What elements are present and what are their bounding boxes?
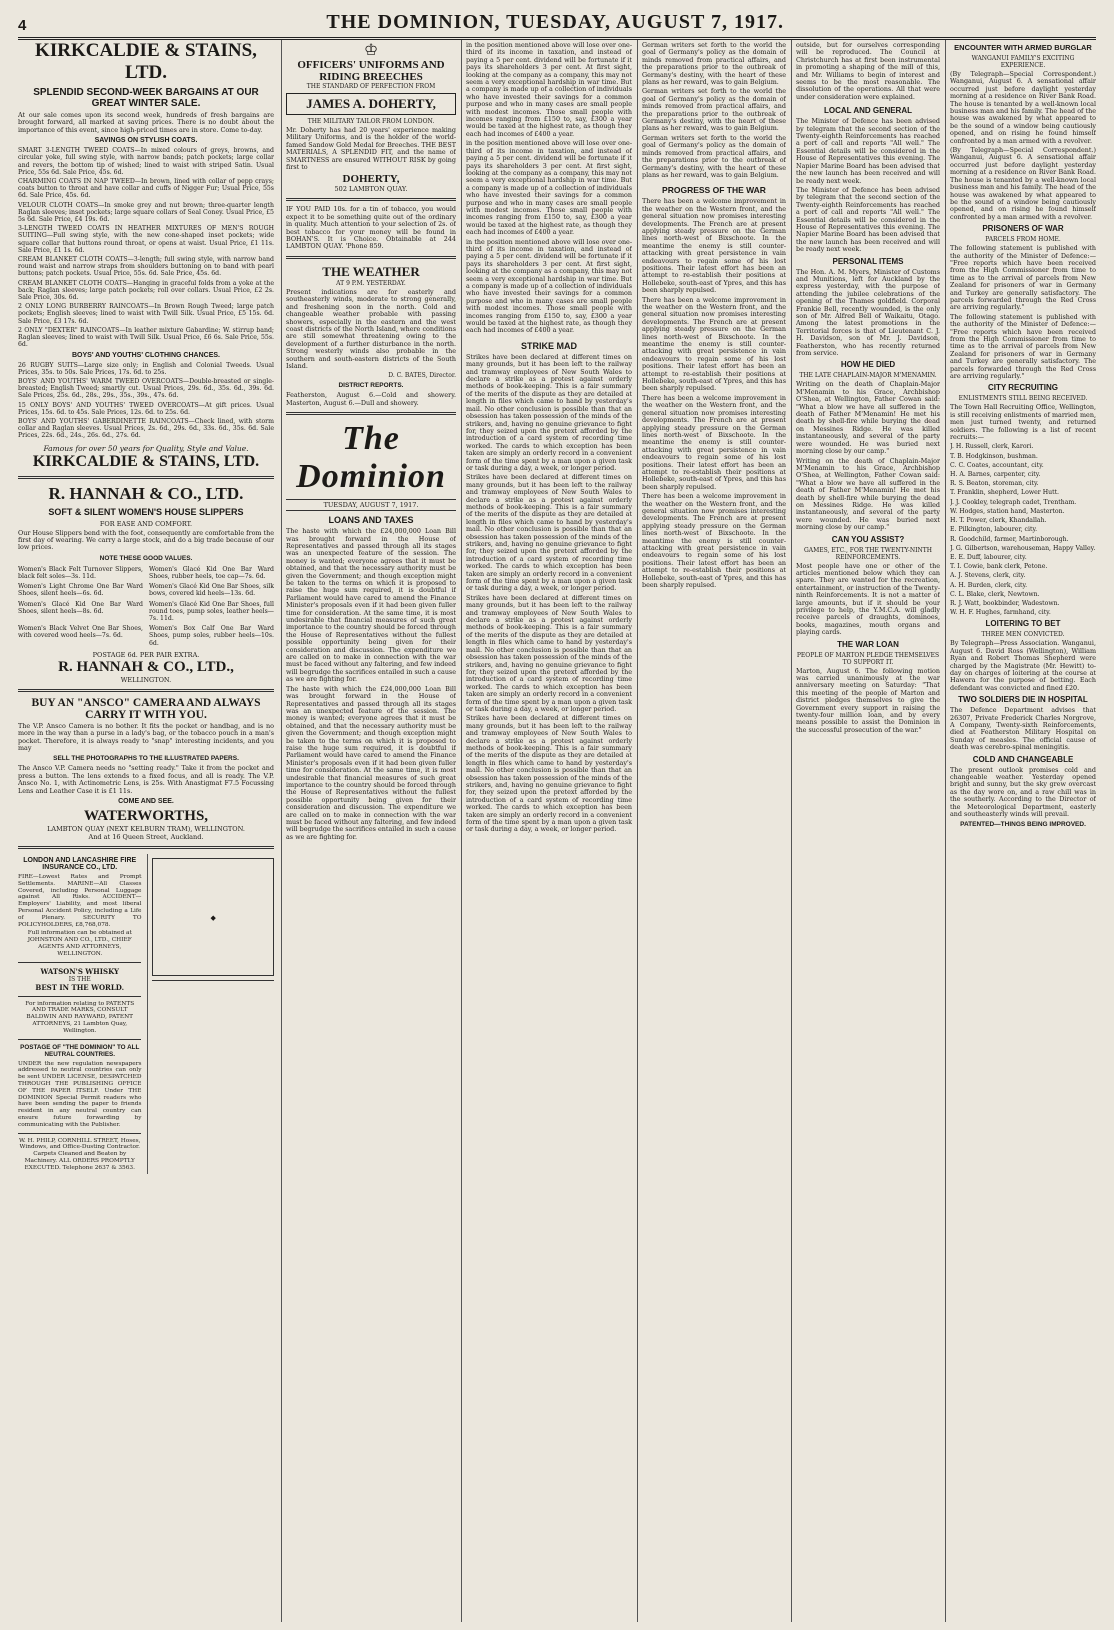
masthead-title: THE DOMINION, TUESDAY, AUGUST 7, 1917. xyxy=(326,11,784,33)
hannah-items xyxy=(18,565,274,649)
weather-signature: D. C. BATES, Director. xyxy=(388,372,456,380)
list-item: 3-LENGTH TWEED COATS IN HEATHER MIXTURES OF MEN'S ROUGH SUITING—Full swing style, with the new cone-shaped inset pockets; wide square collar that buttons round throat, or opens at waist. Usual Price, £1 11s. Sale Price, £1 1s. 6d. xyxy=(18,225,274,254)
patent-title: PATENTED—THINGS BEING IMPROVED. xyxy=(960,821,1086,829)
whisky-line-3: BEST IN THE WORLD. xyxy=(35,982,125,992)
encounter-title: ENCOUNTER WITH ARMED BURGLAR xyxy=(954,43,1092,52)
list-item: Women's Glacé Kid One Bar Shoes, full round toes, pump soles, leather heels—7s. 11d. xyxy=(149,600,274,622)
hannah-title-2: R. HANNAH & CO., LTD., xyxy=(58,658,234,675)
list-item: J. H. Russell, clerk, Karori. xyxy=(950,443,1034,451)
divider xyxy=(18,476,274,479)
doherty-address-1: DOHERTY, xyxy=(342,173,400,186)
nz-insurance-ad xyxy=(152,985,274,1105)
milligan-ad-box xyxy=(152,858,274,976)
doherty-subtitle: THE MILITARY TAILOR FROM LONDON. xyxy=(307,118,435,125)
assist-subtitle: GAMES, ETC., FOR THE TWENTY-NINTH REINFORCEMENTS. xyxy=(803,546,933,561)
list-item: H. T. Power, clerk, Khandallah. xyxy=(950,517,1047,525)
list-item: E. E. Duff, labourer, city. xyxy=(950,553,1027,561)
divider xyxy=(286,412,456,415)
progress-body: There has been a welcome improvement in the weather on the Western front, and the general situation now promises interesting developments. The French are at present applying steady pressure on the German lines north-west of Bixschoote. In the meantime the enemy is still counter-attacking with great persistence in vain endeavours to regain some of his lost positions. Their latest effort has been an attempt to re-establish their positions at Hollebeke, south-east of Ypres, and this has been sharply repulsed. xyxy=(642,197,786,295)
list-item: CREAM BLANKET CLOTH COATS—3-length; full swing style, with narrow band round waist and narrow straps from shoulders buttoning on to band with pearl buttons; patch pockets. Usual Price, 55s. 6d. Sale Price, 45s. 6d. xyxy=(18,256,274,278)
died-body-continued: Writing on the death of Chaplain-Major M'Menamin to his Grace, Archbishop O'Shea, at Wellington, Father Cowan said: "What a blow we have all suffered in the death of Father M'Menamin! He met his death by shell-fire while burying the dead on Messines Ridge. He was killed instantaneously, and several of the party were wounded. He was buried next morning close by our camp." xyxy=(796,456,940,532)
recruit-title: CITY RECRUITING xyxy=(987,383,1059,393)
doherty-address-2: 502 LAMBTON QUAY. xyxy=(334,185,408,194)
column-advertisements-1 xyxy=(18,40,274,1622)
recruit-names xyxy=(950,443,1096,616)
died-body: Writing on the death of Chaplain-Major M'Menamin to his Grace, Archbishop O'Shea, at Wellington, Father Cowan said: "What a blow we have all suffered in the death of Father M'Menamin! He met his death by shell-fire while burying the dead on Messines Ridge. He was killed instantaneously, and several of the party were wounded. He was buried next morning close by our camp." xyxy=(796,380,940,456)
list-item: CREAM BLANKET CLOTH COATS—Hanging in graceful folds from a yoke at the back; Raglan sleeves; large patch pockets; roll over collars. Usual Price, £2 2s. Sale Price, 30s. 6d. xyxy=(18,279,274,302)
hospital-body: The Defence Department advises that 26307, Private Frederick Charles Norgrove, A Company, Twenty-sixth Reinforcements, died at Featherston Military Hospital on Sunday of measles. The official cause of death was cerebro-spinal meningitis. xyxy=(950,706,1096,752)
kirkcaldie-subtitle: SPLENDID SECOND-WEEK BARGAINS AT OUR GREAT WINTER SALE. xyxy=(33,87,259,109)
list-item: 15 ONLY BOYS' AND YOUTHS' TWEED OVERCOATS—At gift prices. Usual Prices, 15s. 6d. to 45s. Sale Prices, 12s. 6d. to 25s. 6d. xyxy=(18,401,274,416)
postage-title: POSTAGE OF "THE DOMINION" TO ALL NEUTRAL COUNTRIES. xyxy=(20,1043,140,1058)
lower-ads-left xyxy=(18,854,141,1174)
ansco-body: The V.P. Ansco Camera is no bother. It fits the pocket or handbag, and is no more in the way than a purse in a lady's bag, or the tobacco pouch in a man's pocket. Therefore, it is always ready to "snap" interesting incidents, and you may xyxy=(18,721,274,752)
column-rule xyxy=(461,40,462,1622)
pow-body-continued: The following statement is published with the authority of the Minister of Defence:— "Free reports which have been received from the High Commissioner from time to time as to the arrival of parcels from New Zealand for prisoners of war in Germany and Turkey are generally satisfactory. The parcels forwarded through the Red Cross are arriving regularly." xyxy=(950,312,1096,381)
list-item: R. S. Beaton, storeman, city. xyxy=(950,480,1039,488)
list-item: SMART 3-LENGTH TWEED COATS—In mixed colours of greys, browns, and circular yoke, full swing style, with narrow bands; patch pockets; large collar and revers, the bottom tip of wished; lined to waist with striped Satin. Usual Price, 55s 6d. Sale Price, 45s. 6d. xyxy=(18,147,274,176)
kirkcaldie-section: SAVINGS ON STYLISH COATS. xyxy=(94,137,198,145)
kirkcaldie-boys-items xyxy=(18,362,274,440)
officers-subtitle: THE STANDARD OF PERFECTION FROM xyxy=(306,83,436,90)
assist-body: Most people have one or other of the articles mentioned below which they can spare. They are wanted for the recreation, entertainment, or instruction of the Twenty-ninth Reinforcements. It is not a matter of large amounts, but if it should be your privilege to help, the Y.M.C.A. will gladly receive parcels of draughts, dominoes, books, magazines, mouth organs and playing cards. xyxy=(796,561,940,637)
list-item: A. J. Stevens, clerk, city. xyxy=(950,572,1026,580)
encounter-body: (By Telegraph—Special Correspondent.) Wanganui, August 6. A sensational affair occurred just before daylight yesterday morning at a residence on River Bank Road. The house is tenanted by a well-known local business man and his family. The head of the house was awakened by what appeared to be the sound of a window being cautiously opened, and on rising he found himself confronted by a man armed with a revolver. xyxy=(950,70,1096,145)
divider xyxy=(152,980,274,981)
list-item: W. Hodges, station hand, Masterton. xyxy=(950,507,1065,515)
lower-ads-right xyxy=(147,854,274,1174)
progress-body-continued-3: There has been a welcome improvement in the weather on the Western front, and the general situation now promises interesting developments. The French are at present applying steady pressure on the German lines north-west of Bixschoote. In the meantime the enemy is still counter-attacking with great persistence in vain endeavours to regain some of his lost positions. Their latest effort has been an attempt to re-establish their positions at Hollebeke, south-east of Ypres, and this has been sharply repulsed. xyxy=(642,492,786,590)
news-body-continued: German writers set forth to the world the goal of Germany's policy as the domain of minds removed from practical affairs, and the preparations prior to the outbreak of Germany's destiny, with the heart of these plans as her reward, was to gain Belgium. xyxy=(642,87,786,133)
crest-icon: ♔ xyxy=(363,40,379,59)
officers-title: OFFICERS' UNIFORMS AND RIDING BREECHES xyxy=(297,59,445,83)
weather-body: Present indications are for easterly and southeasterly winds, moderate to strong generally, and freshening soon in the north. Cold and changeable weather probable with passing showers, especially in the eastern and the west coast districts of the North Island, where conditions are still somewhat threatening owing to the development of a further disturbance in the north. Strong westerly winds also probable in the southern and south-eastern districts of the South Island. xyxy=(286,287,456,370)
weather-title: THE WEATHER xyxy=(322,263,420,279)
london-lancashire-title: LONDON AND LANCASHIRE FIRE INSURANCE CO., LTD. xyxy=(23,857,137,872)
encounter-body-continued: (By Telegraph—Special Correspondent.) Wanganui, August 6. A sensational affair occurred just before daylight yesterday morning at a residence on River Bank Road. The house is tenanted by a well-known local business man and his family. The head of the house was awakened by what appeared to be the sound of a window being cautiously opened, and on rising he found himself confronted by a man armed with a revolver. xyxy=(950,146,1096,221)
encounter-subtitle: WANGANUI FAMILY'S EXCITING EXPERIENCE. xyxy=(971,55,1075,69)
list-item: VELOUR CLOTH COATS—In smoke grey and nut brown; three-quarter length Raglan sleeves; inset pockets; large square collars of Seal Coney. Usual Price, £5 5s 6d. Sale Price, £4 19s. 6d. xyxy=(18,201,274,224)
strike-body-continued: Strikes have been declared at different times on many grounds, but it has been left to the railway and tramway employees of New South Wales to declare a strike as a protest against orderly methods of book-keeping. This is a fair summary of the merits of the dispute as they are detailed at length in files which came to hand by yesterday's mail. No other conclusion is possible than that an obsession has taken possession of the minds of the strikers, and, having no genuine grievance to fight for, they seized upon the pretext afforded by the introduction of a card system of recording time worked. The cards to which exception has been taken are simply an orderly record in a convenient form of the time spent by a man upon a given task or task during a day, a week, or longer period. xyxy=(466,473,632,593)
progress-title: PROGRESS OF THE WAR xyxy=(662,185,766,196)
column-editorial xyxy=(466,40,632,1622)
local-title: LOCAL AND GENERAL xyxy=(824,106,912,116)
list-item: BOYS' AND YOUTHS' GABERDINETTE RAINCOATS—Check lined, with storm collar and Raglan sleeves. Usual Prices, 2s. 6d., 29s. 6d., 33s. 6d., 35s. 6d. Sale Prices, 22s. 6d., 24s., 26s. 6d., 27s. 6d. xyxy=(18,417,274,440)
list-item: R. Goodchild, farmer, Martinborough. xyxy=(950,535,1069,543)
progress-body-continued: There has been a welcome improvement in the weather on the Western front, and the general situation now promises interesting developments. The French are at present applying steady pressure on the German lines north-west of Bixschoote. In the meantime the enemy is still counter-attacking with great persistence in vain endeavours to regain some of his lost positions. Their latest effort has been an attempt to re-establish their positions at Hollebeke, south-east of Ypres, and this has been sharply repulsed. xyxy=(642,295,786,393)
pow-title: PRISONERS OF WAR xyxy=(982,224,1064,234)
list-item: Women's Glacé Kid One Bar Ward Shoes, silent heels—8s. 6d. xyxy=(18,600,143,615)
strike-title: STRIKE MAD xyxy=(521,340,577,351)
list-item: J. G. Gilbertson, warehouseman, Happy Valley. xyxy=(950,544,1096,552)
strike-body-continued-2: Strikes have been declared at different times on many grounds, but it has been left to the railway and tramway employees of New South Wales to declare a strike as a protest against orderly methods of book-keeping. This is a fair summary of the merits of the dispute as they are detailed at length in files which came to hand by yesterday's mail. No other conclusion is possible than that an obsession has taken possession of the minds of the strikers, and, having no genuine grievance to fight for, they seized upon the pretext afforded by the introduction of a card system of recording time worked. The cards to which exception has been taken are simply an orderly record in a convenient form of the time spent by a man upon a given task or task during a day, a week, or longer period. xyxy=(466,593,632,713)
hannah-subtitle: SOFT & SILENT WOMEN'S HOUSE SLIPPERS xyxy=(48,506,244,517)
list-item: J. J. Cookley, telegraph cadet, Trentham. xyxy=(950,498,1077,506)
local-body-continued: The Minister of Defence has been advised by telegram that the second section of the Twenty-eighth Reinforcements has reached a port of call and reports "All well." The Essential details will be considered in the House of Representatives this evening. The Napier Marine Board has been advised that the new launch has been received and will be ready next week. xyxy=(796,185,940,254)
list-item: A. H. Burden, clerk, city. xyxy=(950,581,1028,589)
ansco-come: COME AND SEE. xyxy=(118,798,174,806)
warloan-title: THE WAR LOAN xyxy=(837,639,899,649)
kirkcaldie-items xyxy=(18,147,274,348)
dominion-nameplate: The Dominion xyxy=(296,420,446,496)
waterworths-address-2: And at 16 Queen Street, Auckland. xyxy=(88,833,204,842)
warloan-subtitle: PEOPLE OF MARTON PLEDGE THEMSELVES TO SUPPORT IT. xyxy=(796,651,940,666)
loans-title: LOANS AND TAXES xyxy=(328,515,414,526)
kirkcaldie-title: KIRKCALDIE & STAINS, LTD. xyxy=(35,40,257,83)
kirkcaldie-footer: Famous for over 50 years for Quality, Style and Value. xyxy=(43,443,249,453)
divider xyxy=(286,256,456,259)
divider xyxy=(18,689,274,692)
assist-title: CAN YOU ASSIST? xyxy=(831,534,905,544)
list-item: Women's Glacé Kid One Bar Ward Shoes, rubber heels, toe cap—7s. 6d. xyxy=(149,565,274,580)
divider xyxy=(18,846,274,849)
loiter-body: By Telegraph—Press Association. Wanganui, August 6. David Ross (Wellington), William Ryan and Robert Thomas Shepherd were charged by the Magistrate (Mr. Hewitt) to-day on charges of loitering at the course at Hawera for the purpose of betting. Each defendant was convicted and fined £20. xyxy=(950,639,1096,692)
waterworths-address: LAMBTON QUAY (NEXT KELBURN TRAM), WELLINGTON. xyxy=(47,825,245,834)
cold-title: COLD AND CHANGEABLE xyxy=(972,754,1074,764)
lower-ads xyxy=(18,854,274,1174)
divider xyxy=(286,198,456,201)
divider xyxy=(18,996,141,997)
london-lancashire-body: FIRE—Lowest Rates and Prompt Settlements. MARINE—All Classes Covered, including Personal Luggage against All Risks. ACCIDENT—Employers' Liability, and most liberal Personal Accident Policy, including a Life of Plenary. SECURITY TO POLICYHOLDERS, £8,768,078. xyxy=(18,874,142,928)
list-item: C. L. Blake, clerk, Newtown. xyxy=(950,590,1040,598)
loiter-subtitle: THREE MEN CONVICTED. xyxy=(981,631,1065,639)
list-item: BOYS' AND YOUTHS' WARM TWEED OVERCOATS—Double-breasted or single-breasted; English Tweed; smartly cut. Usual Prices, 29s. 6d., 35s. 6d., 39s. 6d. Sale Prices, 25s. 6d., 28s., 29s., 35s., 39s., 47s. 6d. xyxy=(18,377,274,400)
hannah-postage: POSTAGE 6d. PER PAIR EXTRA. xyxy=(92,650,200,659)
list-item: 26 RUGBY SUITS—Large size only; in English and Colonial Tweeds. Usual Prices, 35s. to 50s. Sale Prices, 17s. 6d. to 25s. xyxy=(18,361,274,376)
news-body-continued-2: German writers set forth to the world the goal of Germany's policy as the domain of minds removed from practical affairs, and the preparations prior to the outbreak of Germany's destiny, with the heart of these plans as her reward, was to gain Belgium. xyxy=(642,133,786,179)
editorial-body-continued-2: in the position mentioned above will lose over one-third of its income in taxation, and instead of paying a 5 per cent. dividend will be fortunate if it pays its shareholders 3 per cent. At first sight, looking at the company as a company, this may not seem a very exceptional hardship in war time. But a company is made up of a collection of individuals who have invested their savings for a common purpose and who in many cases are small people with modest incomes. Those small people with incomes ranging from £150 to, say, £300 a year would be taxed at the highest rate, as though they each had incomes of £400 a year. xyxy=(466,237,632,335)
strike-body: Strikes have been declared at different times on many grounds, but it has been left to the railway and tramway employees of New South Wales to declare a strike as a protest against orderly methods of book-keeping. This is a fair summary of the merits of the dispute as they are detailed at length in files which came to hand by yesterday's mail. No other conclusion is possible than that an obsession has taken possession of the minds of the strikers, and, having no genuine grievance to fight for, they seized upon the pretext afforded by the introduction of a card system of recording time worked. The cards to which exception has been taken are simply an orderly record in a convenient form of the time spent by a man upon a given task or task during a day, a week, or longer period. xyxy=(466,352,632,472)
column-news-3 xyxy=(950,40,1096,1622)
dateline: TUESDAY, AUGUST 7, 1917. xyxy=(286,499,456,511)
list-item: C. C. Coates, accountant, city. xyxy=(950,461,1044,469)
doherty-name: JAMES A. DOHERTY, xyxy=(286,93,456,115)
ansco-body-2: The Ansco V.P. Camera needs no "setting ready." Take it from the pocket and press a button. The lens extends to a fixed focus, and all is ready. The V.P. Ansco No. 1, with Actinometric Lens, is 25s. With Anastigmat F7.5 Focussing Lens and Leather Case it is £1 11s. xyxy=(18,764,274,795)
personal-title: PERSONAL ITEMS xyxy=(832,256,904,266)
column-advertisements-2 xyxy=(286,40,456,1622)
list-item: T. Franklin, shepherd, Lower Hutt. xyxy=(950,489,1060,497)
philp-ad: W. H. PHILP, CORNHILL STREET, Hoses, Windows, and Office-Dusting Contractor. Carpets Cleaned and Beaten by Machinery. ALL ORDERS PROMPTLY EXECUTED. Telephone 2637 & 3563. xyxy=(18,1137,141,1171)
pow-body: The following statement is published with the authority of the Minister of Defence:— "Free reports which have been received from the High Commissioner from time to time as to the arrival of parcels from New Zealand for prisoners of war in Germany and Turkey are generally satisfactory. The parcels forwarded through the Red Cross are arriving regularly." xyxy=(950,244,1096,312)
died-subtitle: THE LATE CHAPLAIN-MAJOR M'MENAMIN. xyxy=(799,372,937,380)
list-item: Women's Black Velvet One Bar Shoes, with covered wood heels—7s. 6d. xyxy=(18,625,143,640)
hannah-subtitle-2: FOR EASE AND COMFORT. xyxy=(99,519,193,528)
recruit-body: The Town Hall Recruiting Office, Wellington, is still receiving enlistments of married men, men just turned twenty, and returned soldiers. The following is a list of recent recruits:— xyxy=(950,403,1096,442)
loans-body: The haste with which the £24,000,000 Loan Bill was brought forward in the House of Representatives and passed through all its stages was an unexpected feature of the session. The money is wanted; everyone agrees that it must be obtained, and that the necessary authority must be given the Government; and though exception might be taken to the terms on which it is proposed to raise the huge sum required, it is doubtful if Parliament would have cared to amend the Finance Minister's proposals even if it had been given fuller time for consideration. At the same time, it is most undesirable that financial measures of such great importance to the country should be forced through the House of Representatives without the fullest possible opportunity being given for their consideration and discussion. The expenditure we are called on to make in connection with the war must be faced without any faltering, and few indeed will begrudge the sacrifices entailed in such a cause as we are fighting for. xyxy=(286,527,456,684)
loiter-title: LOITERING TO BET xyxy=(985,619,1061,629)
died-title: HOW HE DIED xyxy=(840,360,896,370)
divider xyxy=(18,962,141,963)
list-item: Women's Black Felt Turnover Slippers, black felt soles—3s. 11d. xyxy=(18,565,143,580)
whisky-line-2: IS THE xyxy=(68,975,91,983)
bohan-ad: IF YOU PAID 10s. for a tin of tobacco, you would expect it to be something quite out of the ordinary in quality. Much attention to your selection of 2s. of best tobacco for your money will be found in BOHAN'S. It is Choice. Obtainable at 244 LAMBTON QUAY. 'Phone 859. xyxy=(286,205,456,251)
pow-subtitle: PARCELS FROM HOME. xyxy=(985,236,1061,244)
list-item: W. H. F. Hughes, farmhand, city. xyxy=(950,609,1051,617)
local-body: The Minister of Defence has been advised by telegram that the second section of the Twenty-eighth Reinforcements has reached a port of call and reports "All well." The Essential details will be considered in the House of Representatives this evening. The Napier Marine Board has been advised that the new launch has been received and will be ready next week. xyxy=(796,117,940,185)
hannah-title: R. HANNAH & CO., LTD. xyxy=(48,483,244,503)
column-rule xyxy=(637,40,638,1622)
whisky-line-1: WATSON'S WHISKY xyxy=(40,966,120,976)
list-item: E. Pilkington, labourer, city. xyxy=(950,526,1038,534)
page-number: 4 xyxy=(18,17,27,34)
hannah-city: WELLINGTON. xyxy=(120,675,172,684)
editorial-body: in the position mentioned above will lose over one-third of its income in taxation, and instead of paying a 5 per cent. dividend will be fortunate if it pays its shareholders 3 per cent. At first sight, looking at the company as a company, this may not seem a very exceptional hardship in war time. But a company is made up of a collection of individuals who have invested their savings for a common purpose and who in many cases are small people with modest incomes. Those small people with incomes ranging from £150 to, say, £300 a year would be taxed at the highest rate, as though they each had incomes of £400 a year. xyxy=(466,41,632,138)
cold-body: The present outlook promises cold and changeable weather. Yesterday opened bright and sunny, but the sky grew overcast as the day wore on, and a raw chill was in the southerly. According to the Director of the Meteorological Department, easterly and southeasterly winds will prevail. xyxy=(950,765,1096,819)
weather-time: AT 9 P.M. YESTERDAY. xyxy=(336,279,406,287)
list-item: Women's Glacé Kid One Bar Shoes, silk bows, covered kid heels—13s. 6d. xyxy=(149,583,274,598)
column-news-2 xyxy=(796,40,940,1622)
divider xyxy=(18,1039,141,1040)
list-item: CHARMING COATS IN NAP TWEED—In brown, lined with collar of pepp crays; coats button to throat and have collar and cuffs of Nigger Fur; Usual Price, 55s 6d. Sale Price, 45s. 6d. xyxy=(18,178,274,200)
london-lancashire-agents: Full information can be obtained at JOHNSTON AND CO., LTD., CHIEF AGENTS AND ATTORNEYS, WELLINGTON. xyxy=(27,930,132,957)
strike-body-continued-3: Strikes have been declared at different times on many grounds, but it has been left to the railway and tramway employees of New South Wales to declare a strike as a protest against orderly methods of book-keeping. This is a fair summary of the merits of the dispute as they are detailed at length in files which came to hand by yesterday's mail. No other conclusion is possible than that an obsession has taken possession of the minds of the strikers, and, having no genuine grievance to fight for, they seized upon the pretext afforded by the introduction of a card system of recording time worked. The cards to which exception has been taken are simply an orderly record in a convenient form of the time spent by a man upon a given task or task during a day, a week, or longer period. xyxy=(466,714,632,834)
warloan-body: Marton, August 6. The following motion was carried unanimously at the war anniversary meeting on Saturday: "That this meeting of the people of Marton and district pledges themselves to give the Government every support in raising the twenty-four million loan, and by every means possible to assist the Dominion in the successful prosecution of the war." xyxy=(796,666,940,734)
list-item: T. B. Hodgkinson, bushman. xyxy=(950,452,1038,460)
recruit-subtitle: ENLISTMENTS STILL BEING RECEIVED. xyxy=(958,395,1088,403)
loans-body-continued: The haste with which the £24,000,000 Loan Bill was brought forward in the House of Representatives and passed through all its stages was an unexpected feature of the session. The money is wanted; everyone agrees that it must be obtained, and that the necessary authority must be given the Government; and though exception might be taken to the terms on which it is proposed to raise the huge sum required, it is doubtful if Parliament would have cared to amend the Finance Minister's proposals even if it had been given fuller time for consideration. At the same time, it is most undesirable that financial measures of such great importance to the country should be forced through the House of Representatives without the fullest possible opportunity being given for their consideration and discussion. The expenditure we are called on to make in connection with the war must be faced without any faltering, and few indeed will begrudge the sacrifices entailed in such a cause as we are fighting for. xyxy=(286,684,456,841)
editorial-body-continued: in the position mentioned above will lose over one-third of its income in taxation, and instead of paying a 5 per cent. dividend will be fortunate if it pays its shareholders 3 per cent. At first sight, looking at the company as a company, this may not seem a very exceptional hardship in war time. But a company is made up of a collection of individuals who have invested their savings for a common purpose and who in many cases are small people with modest incomes. Those small people with incomes ranging from £150 to, say, £300 a year would be taxed at the highest rate, as though they each had incomes of £400 a year. xyxy=(466,139,632,237)
column-rule xyxy=(791,40,792,1622)
kirkcaldie-intro: At our sale comes upon its second week, hundreds of fresh bargains are brought forward, all marked at saving prices. There is no doubt about the importance of this event, since high-priced times are in store. Come to-day. xyxy=(18,111,274,134)
milligan-ad-emblem: ◆ xyxy=(210,912,216,922)
doherty-body: Mr. Doherty has had 20 years' experience making Military Uniforms, and is the holder of the world-famed Sandow Gold Medal for Breeches. THE BEST MATERIALS, A SPLENDID FIT, and the name of SMARTNESS are ensured WITHOUT RISK by going first to xyxy=(286,126,456,172)
ansco-sell: SELL THE PHOTOGRAPHS TO THE ILLUSTRATED PAPERS. xyxy=(53,755,239,763)
kirkcaldie-boys-section: BOYS' AND YOUTHS' CLOTHING CHANCES. xyxy=(71,351,220,359)
hannah-intro: Our House Slippers bend with the foot, consequently are comfortable from the first day of wearing. We carry a large stock, and do a big trade because of our low prices. xyxy=(18,528,274,552)
list-item: Women's Box Calf One Bar Ward Shoes, pump soles, rubber heels—10s. 6d. xyxy=(149,625,274,647)
ansco-title: BUY AN "ANSCO" CAMERA AND ALWAYS CARRY IT WITH YOU. xyxy=(31,696,261,721)
divider xyxy=(18,1133,141,1134)
hannah-note: NOTE THESE GOOD VALUES. xyxy=(99,554,193,562)
hospital-title: TWO SOLDIERS DIE IN HOSPITAL xyxy=(958,695,1088,705)
masthead xyxy=(18,6,1096,40)
waterworths-title: WATERWORTHS, xyxy=(83,808,209,825)
kirkcaldie-title-2: KIRKCALDIE & STAINS, LTD. xyxy=(32,452,260,470)
column-news-1 xyxy=(642,40,786,1622)
district-title: DISTRICT REPORTS. xyxy=(338,382,404,390)
news2-body: outside, but for ourselves corresponding will be reproduced. The Council at Christchurch has at first been instrumental in promoting a shaping of the mill of this, and Mr. Williams to begin of interest and seems to be the most reasonable. The dissolution of the operations. All that were under consideration were explained. xyxy=(796,41,940,101)
patents-ad: For information relating to PATENTS AND TRADE MARKS, CONSULT BALDWIN AND RAYWARD, PATENT ATTORNEYS, 21 Lambton Quay, Wellington. xyxy=(25,1000,135,1034)
list-item: T. I. Cowie, bank clerk, Petone. xyxy=(950,563,1048,571)
list-item: 2 ONLY LONG BURBERRY RAINCOATS—In Brown Rough Tweed; large patch pockets; English sleeves; lined to waist with Twill Silk. Usual Price, £5 15s. 6d. Sale Price, £3 17s. 6d. xyxy=(18,303,274,325)
list-item: Women's Light Chrome One Bar Ward Shoes, silent heels—6s. 6d. xyxy=(18,583,143,598)
column-rule xyxy=(945,40,946,1622)
list-item: 2 ONLY "DEXTER" RAINCOATS—In leather mixture Gabardine; W. stirrup band; Raglan sleeves; lined to waist with Twill Silk. Usual Price, £6 6s. Sale Price, 55s. 6d. xyxy=(18,326,274,349)
list-item: H. A. Barnes, carpenter, city. xyxy=(950,471,1041,479)
news-body: German writers set forth to the world the goal of Germany's policy as the domain of minds removed from practical affairs, and the preparations prior to the outbreak of Germany's destiny, with the heart of these plans as her reward, was to gain Belgium. xyxy=(642,41,786,87)
postage-body: UNDER the new regulation newspapers addressed to neutral countries can only be sent UNDER LICENSE, DESPATCHED THROUGH THE PUBLISHING OFFICE OF THE PAPER ITSELF. Under THE DOMINION Special Permit readers who have been sending the paper to friends resident in any neutral country can ensure future forwarding by communicating with the Publisher. xyxy=(18,1060,142,1128)
progress-body-continued-2: There has been a welcome improvement in the weather on the Western front, and the general situation now promises interesting developments. The French are at present applying steady pressure on the German lines north-west of Bixschoote. In the meantime the enemy is still counter-attacking with great persistence in vain endeavours to regain some of his lost positions. Their latest effort has been an attempt to re-establish their positions at Hollebeke, south-east of Ypres, and this has been sharply repulsed. xyxy=(642,393,786,491)
column-rule xyxy=(281,40,282,1622)
district-body: Featherston, August 6.—Cold and showery. Masterton, August 6.—Dull and showery. xyxy=(286,391,456,407)
list-item: R. J. Watt, bookbinder, Wadestown. xyxy=(950,599,1060,607)
personal-body: The Hon. A. M. Myers, Minister of Customs and Munitions, left for Auckland by the express yesterday, with the purpose of attending the jubilee celebrations of the opening of the Thames goldfield. Corporal Frankie Bell, recently wounded, is the only son of Mr. Alfred Bell of Waikaitu, Otago. Among the latest promotions in the Territorial forces is that of Lieutenant C. J. H. Davidson, son of Mr. J. Davidson, Featherston, who has recently returned from service. xyxy=(796,267,940,358)
